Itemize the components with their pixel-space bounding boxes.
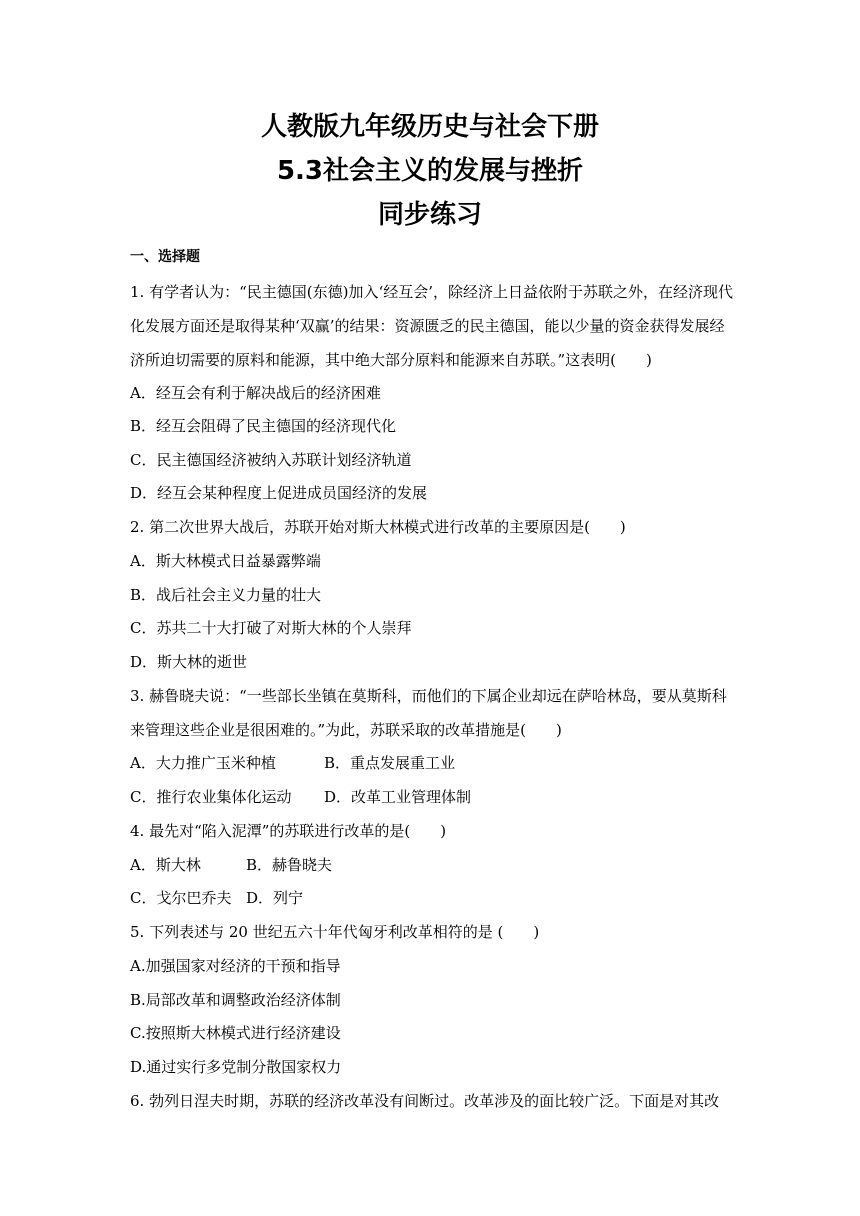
question-5-option-d: D.通过实行多党制分散国家权力 xyxy=(130,1058,342,1076)
question-1-stem-line-3: 济所迫切需要的原料和能源，其中绝大部分原料和能源来自苏联。”这表明( ) xyxy=(130,351,652,369)
question-4-option-d: D．列宁 xyxy=(246,889,304,907)
question-5-stem: 5. 下列表述与 20 世纪五六十年代匈牙利改革相符的是 ( ) xyxy=(130,923,540,941)
question-4-option-c: C．戈尔巴乔夫 xyxy=(130,889,232,907)
question-3-stem-line-2: 来管理这些企业是很困难的。”为此，苏联采取的改革措施是( ) xyxy=(130,721,562,739)
question-1-stem-line-2: 化发展方面还是取得某种‘双赢’的结果：资源匮乏的民主德国，能以少量的资金获得发展经 xyxy=(130,317,725,335)
question-3-option-b: B．重点发展重工业 xyxy=(324,754,456,772)
question-2-option-d: D．斯大林的逝世 xyxy=(130,653,248,671)
question-3-stem-line-1: 3. 赫鲁晓夫说：“一些部长坐镇在莫斯科，而他们的下属企业却远在萨哈林岛，要从莫斯科 xyxy=(130,687,727,705)
question-5-option-c: C.按照斯大林模式进行经济建设 xyxy=(130,1024,341,1042)
question-1-option-d: D．经互会某种程度上促进成员国经济的发展 xyxy=(130,484,428,502)
question-5-option-b: B.局部改革和调整政治经济体制 xyxy=(130,991,341,1009)
question-2-stem: 2. 第二次世界大战后，苏联开始对斯大林模式进行改革的主要原因是( ) xyxy=(130,518,626,536)
section-heading: 一、选择题 xyxy=(130,249,200,265)
question-3-option-d: D．改革工业管理体制 xyxy=(324,788,472,806)
question-3-option-a: A．大力推广玉米种植 xyxy=(130,754,276,772)
question-1-option-a: A．经互会有利于解决战后的经济困难 xyxy=(130,384,381,402)
document-subtitle-2: 同步练习 xyxy=(377,200,482,230)
question-5-option-a: A.加强国家对经济的干预和指导 xyxy=(130,957,341,975)
question-1-option-c: C．民主德国经济被纳入苏联计划经济轨道 xyxy=(130,451,412,469)
question-1-option-b: B．经互会阻碍了民主德国的经济现代化 xyxy=(130,417,397,435)
document-subtitle: 5.3社会主义的发展与挫折 xyxy=(276,156,584,186)
question-6-stem-line-1: 6. 勃列日涅夫时期，苏联的经济改革没有间断过。改革涉及的面比较广泛。下面是对其改 xyxy=(130,1092,720,1110)
question-4-stem: 4. 最先对“陷入泥潭”的苏联进行改革的是( ) xyxy=(130,822,447,840)
question-1-stem-line-1: 1. 有学者认为：“民主德国(东德)加入‘经互会’，除经济上日益依附于苏联之外，在经济现代 xyxy=(130,283,733,301)
question-2-option-a: A．斯大林模式日益暴露弊端 xyxy=(130,552,321,570)
question-2-option-b: B．战后社会主义力量的壮大 xyxy=(130,586,322,604)
question-2-option-c: C．苏共二十大打破了对斯大林的个人崇拜 xyxy=(130,619,412,637)
question-4-option-b: B．赫鲁晓夫 xyxy=(246,856,333,874)
document-title: 人教版九年级历史与社会下册 xyxy=(260,112,599,142)
question-3-option-c: C．推行农业集体化运动 xyxy=(130,788,292,806)
question-4-option-a: A．斯大林 xyxy=(130,856,201,874)
